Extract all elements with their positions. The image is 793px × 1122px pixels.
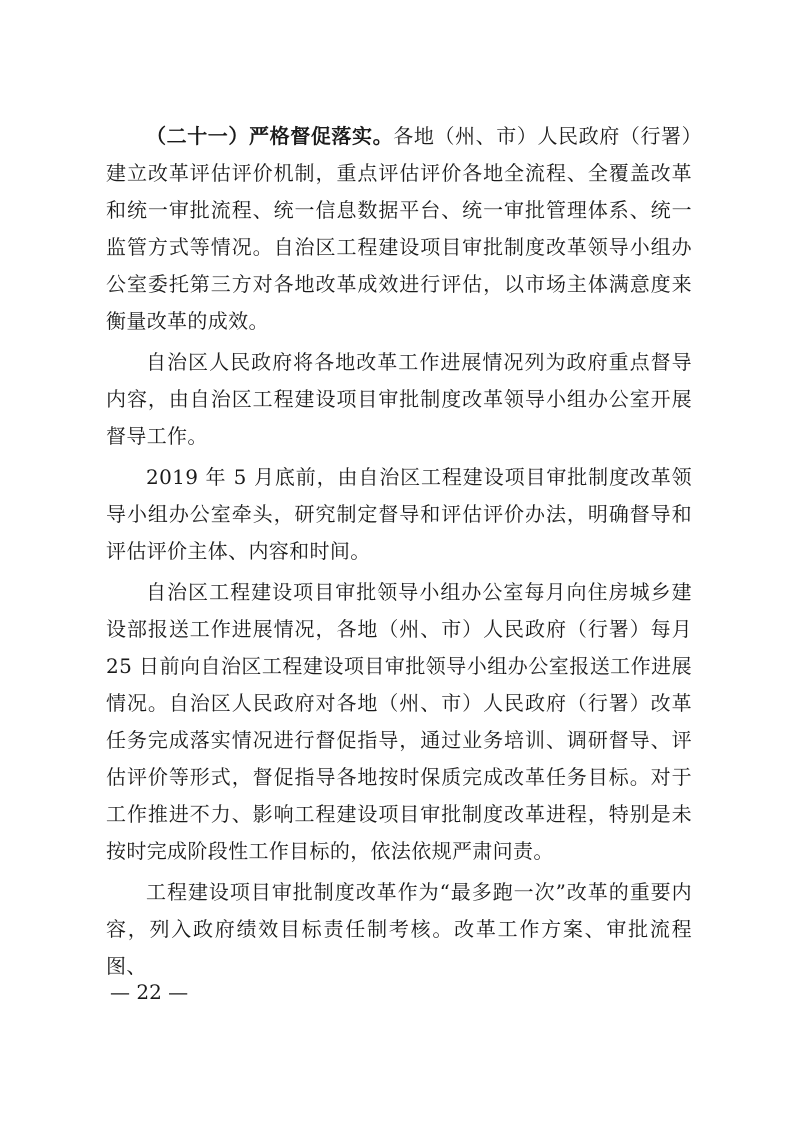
paragraph-text: 自治区工程建设项目审批领导小组办公室每月向住房城乡建设部报送工作进展情况，各地（州、市）人民政府（行署）每月 25 日前向自治区工程建设项目审批领导小组办公室报送工作进展情况。自治区人民政府对各地（州、市）人民政府（行署）改革任务完成落实情况进行督促指导，通过业务培训、调研督导、评估评价等形式，督促指导各地按时保质完成改革任务目标。对于工作推进不力、影响工程建设项目审批制度改革进程，特别是未按时完成阶段性工作目标的，依法依规严肃问责。 [106, 580, 692, 863]
paragraph-3 [106, 459, 692, 570]
paragraph-4 [106, 574, 692, 870]
document-body [106, 118, 692, 989]
paragraph-2 [106, 344, 692, 455]
paragraph-text: 自治区人民政府将各地改革工作进展情况列为政府重点督导内容，由自治区工程建设项目审批制度改革领导小组办公室开展督导工作。 [106, 350, 692, 448]
paragraph-text: 2019 年 5 月底前，由自治区工程建设项目审批制度改革领导小组办公室牵头，研究制定督导和评估评价办法，明确督导和评估评价主体、内容和时间。 [106, 465, 692, 563]
paragraph-1 [106, 118, 692, 340]
paragraph-text: 各地（州、市）人民政府（行署）建立改革评估评价机制，重点评估评价各地全流程、全覆盖改革和统一审批流程、统一信息数据平台、统一审批管理体系、统一监管方式等情况。自治区工程建设项目审批制度改革领导小组办公室委托第三方对各地改革成效进行评估，以市场主体满意度来衡量改革的成效。 [106, 124, 693, 333]
page-number: — 22 — [110, 980, 189, 1004]
section-heading: （二十一）严格督促落实。 [146, 124, 394, 148]
paragraph-text: 工程建设项目审批制度改革作为“最多跑一次”改革的重要内容，列入政府绩效目标责任制考核。改革工作方案、审批流程图、 [106, 880, 692, 978]
paragraph-5 [106, 874, 692, 985]
